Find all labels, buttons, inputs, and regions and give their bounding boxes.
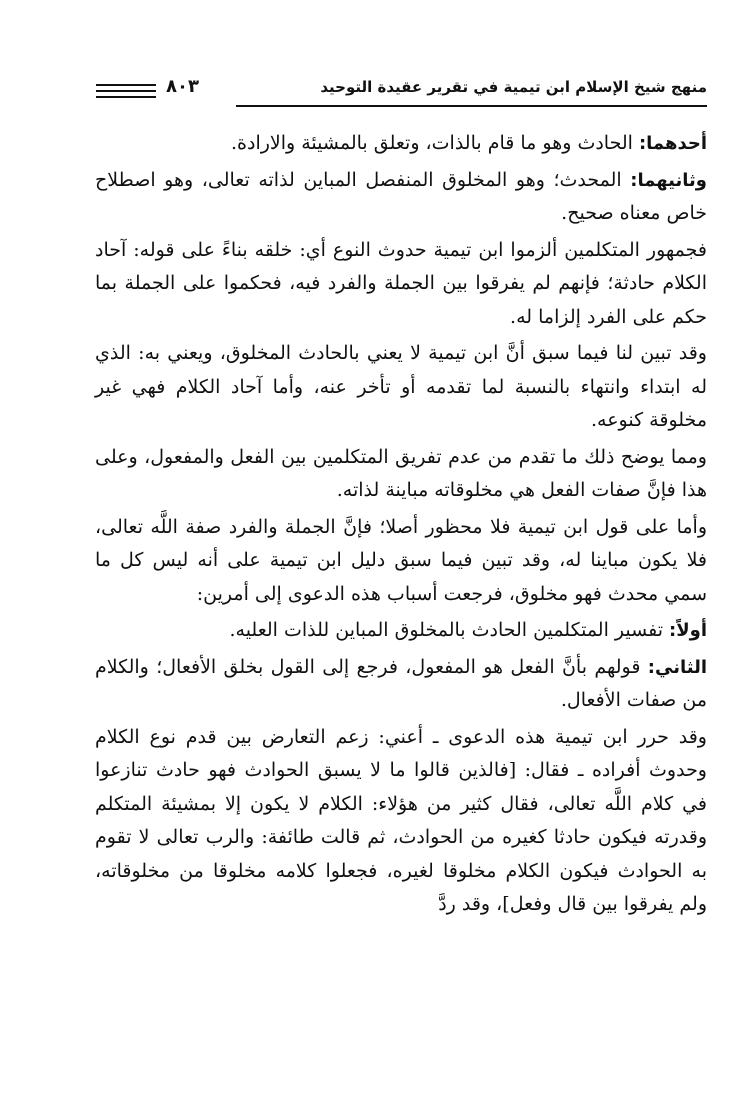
paragraph xyxy=(95,511,707,612)
header-rule xyxy=(96,96,156,98)
paragraph xyxy=(95,441,707,508)
running-header xyxy=(96,78,707,108)
paragraph-point-one xyxy=(95,614,707,648)
paragraph-text: وأما على قول ابن تيمية فلا محظور أصلا؛ فإنَّ الجملة والفرد صفة اللَّه تعالى، فلا يكون مباينا له، وقد تبين فيما سبق دليل ابن تيمية على أنه ليس كل ما سمي محدث فهو مخلوق، فرجعت أسباب هذه الدعوى إلى أمرين: xyxy=(95,515,707,605)
header-rule xyxy=(96,84,156,86)
paragraph-text: وقد حرر ابن تيمية هذه الدعوى ـ أعني: زعم التعارض بين قدم نوع الكلام وحدوث أفراده ـ فقال: [فالذين قالوا ما لا يسبق الحوادث فهو حادث تنازعوا في كلام اللَّه تعالى، فقال كثير من هؤلاء: الكلام لا يكون إلا بمشيئة المتكلم وقدرته فيكون حادثا كغيره من الحوادث، ثم قالت طائفة: والرب تعالى لا تقوم به الحوادث فيكون الكلام مخلوقا لغيره، فجعلوا كلامه مخلوقا من مخلوقاته، ولم يفرقوا بين قال وفعل]، وقد ردَّ xyxy=(95,725,707,915)
paragraph xyxy=(95,234,707,335)
paragraph-text: وقد تبين لنا فيما سبق أنَّ ابن تيمية لا يعني بالحادث المخلوق، ويعني به: الذي له ابتداء وانتهاء بالنسبة لما تقدمه أو تأخر عنه، وأما آحاد الكلام فهي غير مخلوقة كنوعه. xyxy=(95,342,707,431)
paragraph-text: ومما يوضح ذلك ما تقدم من عدم تفريق المتكلمين بين الفعل والمفعول، وعلى هذا فإنَّ صفات الفعل هي مخلوقاته مباينة لذاته. xyxy=(95,445,707,501)
paragraph-quotation xyxy=(95,721,707,922)
paragraph xyxy=(95,337,707,438)
term-second-reason: الثاني: xyxy=(647,656,707,678)
running-title: منهج شيخ الإسلام ابن تيمية في تقرير عقيدة التوحيد xyxy=(320,78,707,96)
header-underline xyxy=(236,105,707,107)
paragraph-point-two xyxy=(95,651,707,718)
term-first: أحدهما: xyxy=(638,133,707,154)
paragraph-text: الحادث وهو ما قام بالذات، وتعلق بالمشيئة والارادة. xyxy=(231,132,639,154)
paragraph-text: تفسير المتكلمين الحادث بالمخلوق المباين للذات العليه. xyxy=(229,619,670,641)
term-second: وثانيهما: xyxy=(630,169,707,191)
header-rule xyxy=(96,90,156,92)
paragraph-text: المحدث؛ وهو المخلوق المنفصل المباين لذاته تعالى، وهو اصطلاح خاص معناه صحيح. xyxy=(95,168,707,224)
paragraph-text: فجمهور المتكلمين ألزموا ابن تيمية حدوث النوع أي: خلقه بناءً على قوله: آحاد الكلام حادثة؛ فإنهم لم يفرقوا بين الجملة والفرد فيه، فحكموا على الجملة بما حكم على الفرد إلزاما له. xyxy=(95,238,707,328)
paragraph-text: قولهم بأنَّ الفعل هو المفعول، فرجع إلى القول بخلق الأفعال؛ والكلام من صفات الأفعال. xyxy=(95,655,707,711)
body-text xyxy=(95,127,707,925)
term-first-reason: أولاً: xyxy=(669,620,707,641)
page-number: ٨٠٣ xyxy=(166,76,199,97)
paragraph-second-meaning xyxy=(95,164,707,231)
paragraph-first-meaning xyxy=(95,127,707,161)
